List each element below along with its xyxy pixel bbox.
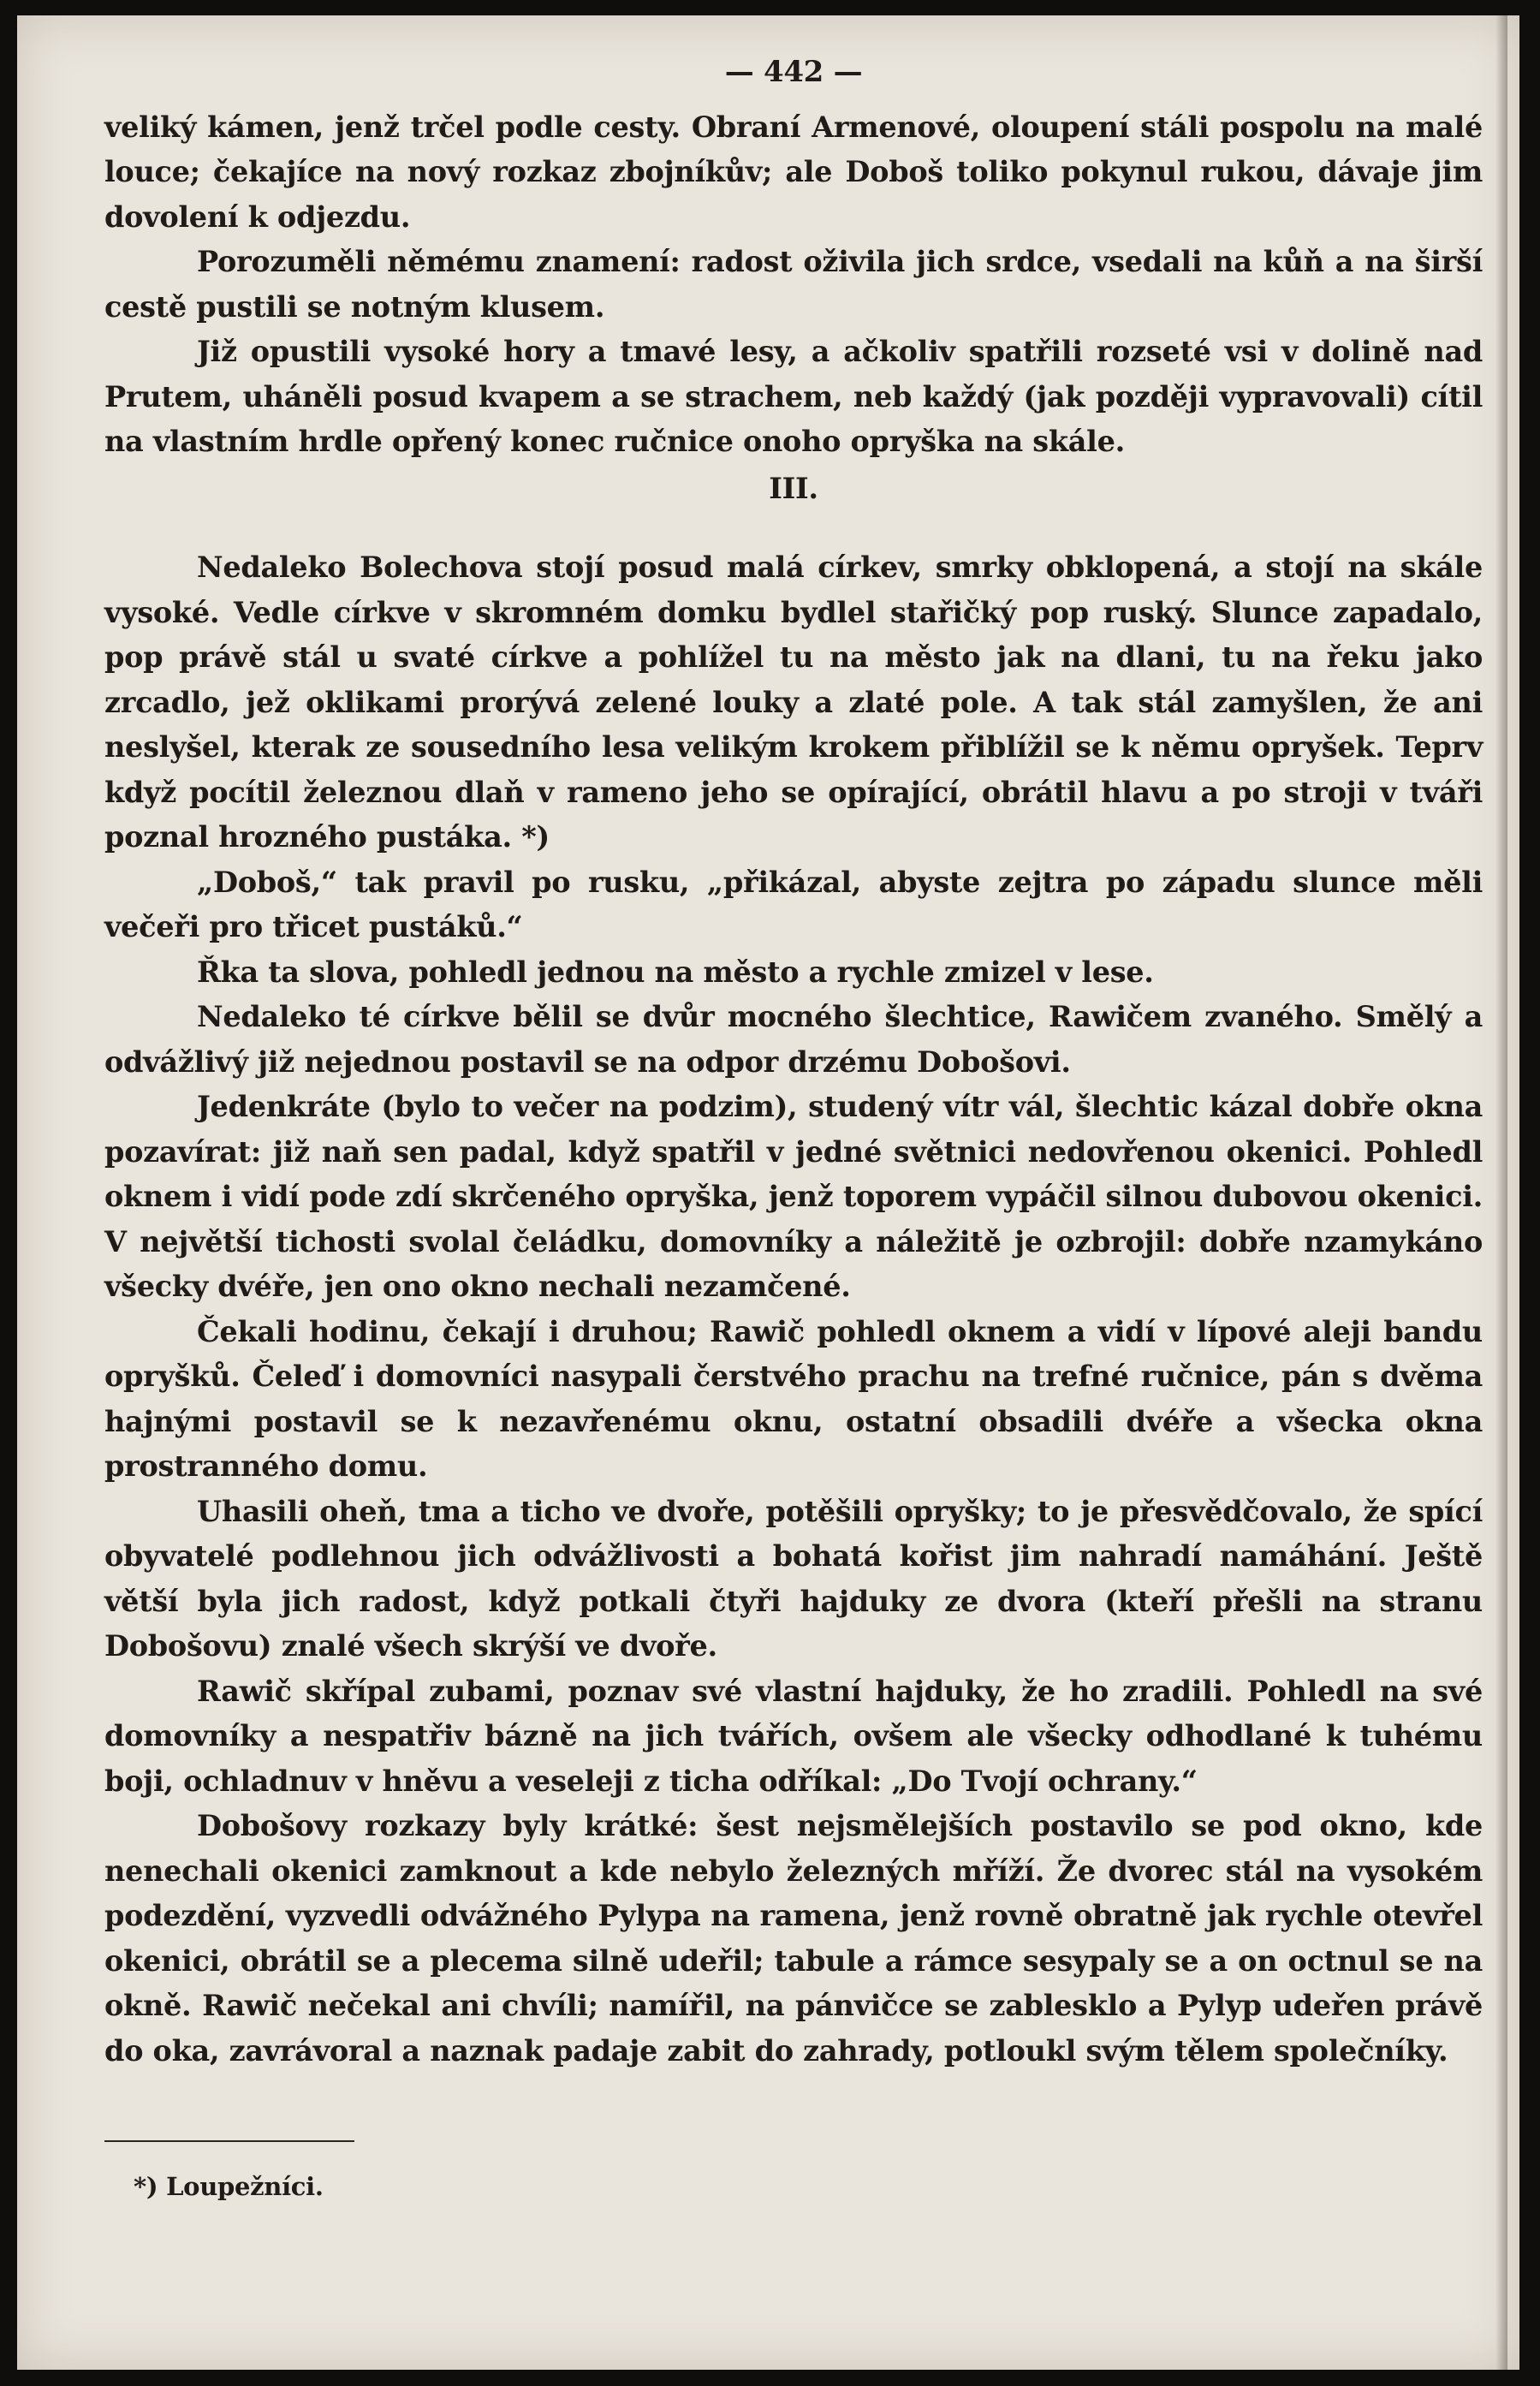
- paragraph: „Doboš,“ tak pravil po rusku, „přikázal, abyste zejtra po západu slunce měli večeři pro třicet pustáků.“: [104, 865, 1483, 943]
- page-text: [104, 50, 1483, 2210]
- footnote-divider: [104, 2140, 354, 2142]
- paragraph: Porozuměli němému znamení: radost oživila jich srdce, vsedali na kůň a na širší cestě pustili se notným klusem.: [104, 245, 1483, 324]
- page-number: — 442 —: [724, 55, 863, 89]
- paragraph: Dobošovy rozkazy byly krátké: šest nejsmělejších postavilo se pod okno, kde nenechali okenici zamknout a kde nebylo železných mříží. Že dvorec stál na vysokém podezdění, vyzvedli odvážného Pylypa na ramena, jenž rovně obratně jak rychle otevřel okenici, obrátil se a plecema silně udeřil; tabule a rámce sesypaly se a on octnul se na okně. Rawič nečekal ani chvíli; namířil, na pánvičce se zablesklo a Pylyp udeřen právě do oka, zavrávoral a naznak padaje zabit do zahrady, potloukl svým tělem společníky.: [104, 1809, 1483, 2068]
- paragraph: Nedaleko Bolechova stojí posud malá církev, smrky obklopená, a stojí na skále vysoké. Vedle církve v skromném domku bydlel stařičký pop ruský. Slunce zapadalo, pop právě stál u svaté církve a pohlížel tu na město jak na dlani, tu na řeku jako zrcadlo, jež oklikami prorývá zelené louky a zlaté pole. A tak stál zamyšlen, že ani neslyšel, kterak ze sousedního lesa velikým krokem přiblížil se k němu opryšek. Teprv když pocítil železnou dlaň v rameno jeho se opírající, obrátil hlavu a po stroji v tváři poznal hrozného pustáka. *): [104, 550, 1483, 854]
- footnote: *) Loupežníci.: [134, 2172, 324, 2201]
- book-page: [17, 15, 1519, 2370]
- paragraph: Rawič skřípal zubami, poznav své vlastní hajduky, že ho zradili. Pohledl na své domovníky a nespatřiv bázně na jich tvářích, ovšem ale všecky odhodlané k tuhému boji, ochladnuv v hněvu a veseleji z ticha odříkal: „Do Tvojí ochrany.“: [104, 1674, 1483, 1798]
- section-heading: III.: [769, 471, 818, 505]
- paragraph: Řka ta slova, pohledl jednou na město a rychle zmizel v lese.: [197, 955, 1154, 989]
- paragraph: Čekali hodinu, čekají i druhou; Rawič pohledl oknem a vidí v lípové aleji bandu opryšků. Čeleď i domovníci nasypali čerstvého prachu na trefné ručnice, pán s dvěma hajnými postavil se k nezavřenému oknu, ostatní obsadili dvéře a všecka okna prostranného domu.: [104, 1314, 1483, 1483]
- paragraph: Již opustili vysoké hory a tmavé lesy, a ačkoliv spatřili rozseté vsi v dolině nad Prutem, uháněli posud kvapem a se strachem, neb každý (jak později vypravovali) cítil na vlastním hrdle opřený konec ručnice onoho opryška na skále.: [104, 335, 1483, 458]
- page-edge-shadow: [1495, 15, 1507, 2370]
- paragraph: veliký kámen, jenž trčel podle cesty. Obraní Armenové, oloupení stáli pospolu na malé louce; čekajíce na nový rozkaz zbojníkův; ale Doboš toliko pokynul rukou, dávaje jim dovolení k odjezdu.: [104, 110, 1483, 234]
- paragraph: Uhasili oheň, tma a ticho ve dvoře, potěšili opryšky; to je přesvědčovalo, že spící obyvatelé podlehnou jich odvážlivosti a bohatá kořist jim nahradí namáhání. Ještě větší byla jich radost, když potkali čtyři hajduky ze dvora (kteří přešli na stranu Dobošovu) znalé všech skrýší ve dvoře.: [104, 1494, 1483, 1663]
- paragraph: Jedenkráte (bylo to večer na podzim), studený vítr vál, šlechtic kázal dobře okna pozavírat: již naň sen padal, když spatřil v jedné světnici nedovřenou okenici. Pohledl oknem i vidí pode zdí skrčeného opryška, jenž toporem vypáčil silnou dubovou okenici. V největší tichosti svolal čeládku, domovníky a náležitě je ozbrojil: dobře nzamykáno všecky dvéře, jen ono okno nechali nezamčené.: [104, 1090, 1483, 1303]
- paragraph: Nedaleko té církve bělil se dvůr mocného šlechtice, Rawičem zvaného. Smělý a odvážlivý již nejednou postavil se na odpor drzému Dobošovi.: [104, 1000, 1483, 1079]
